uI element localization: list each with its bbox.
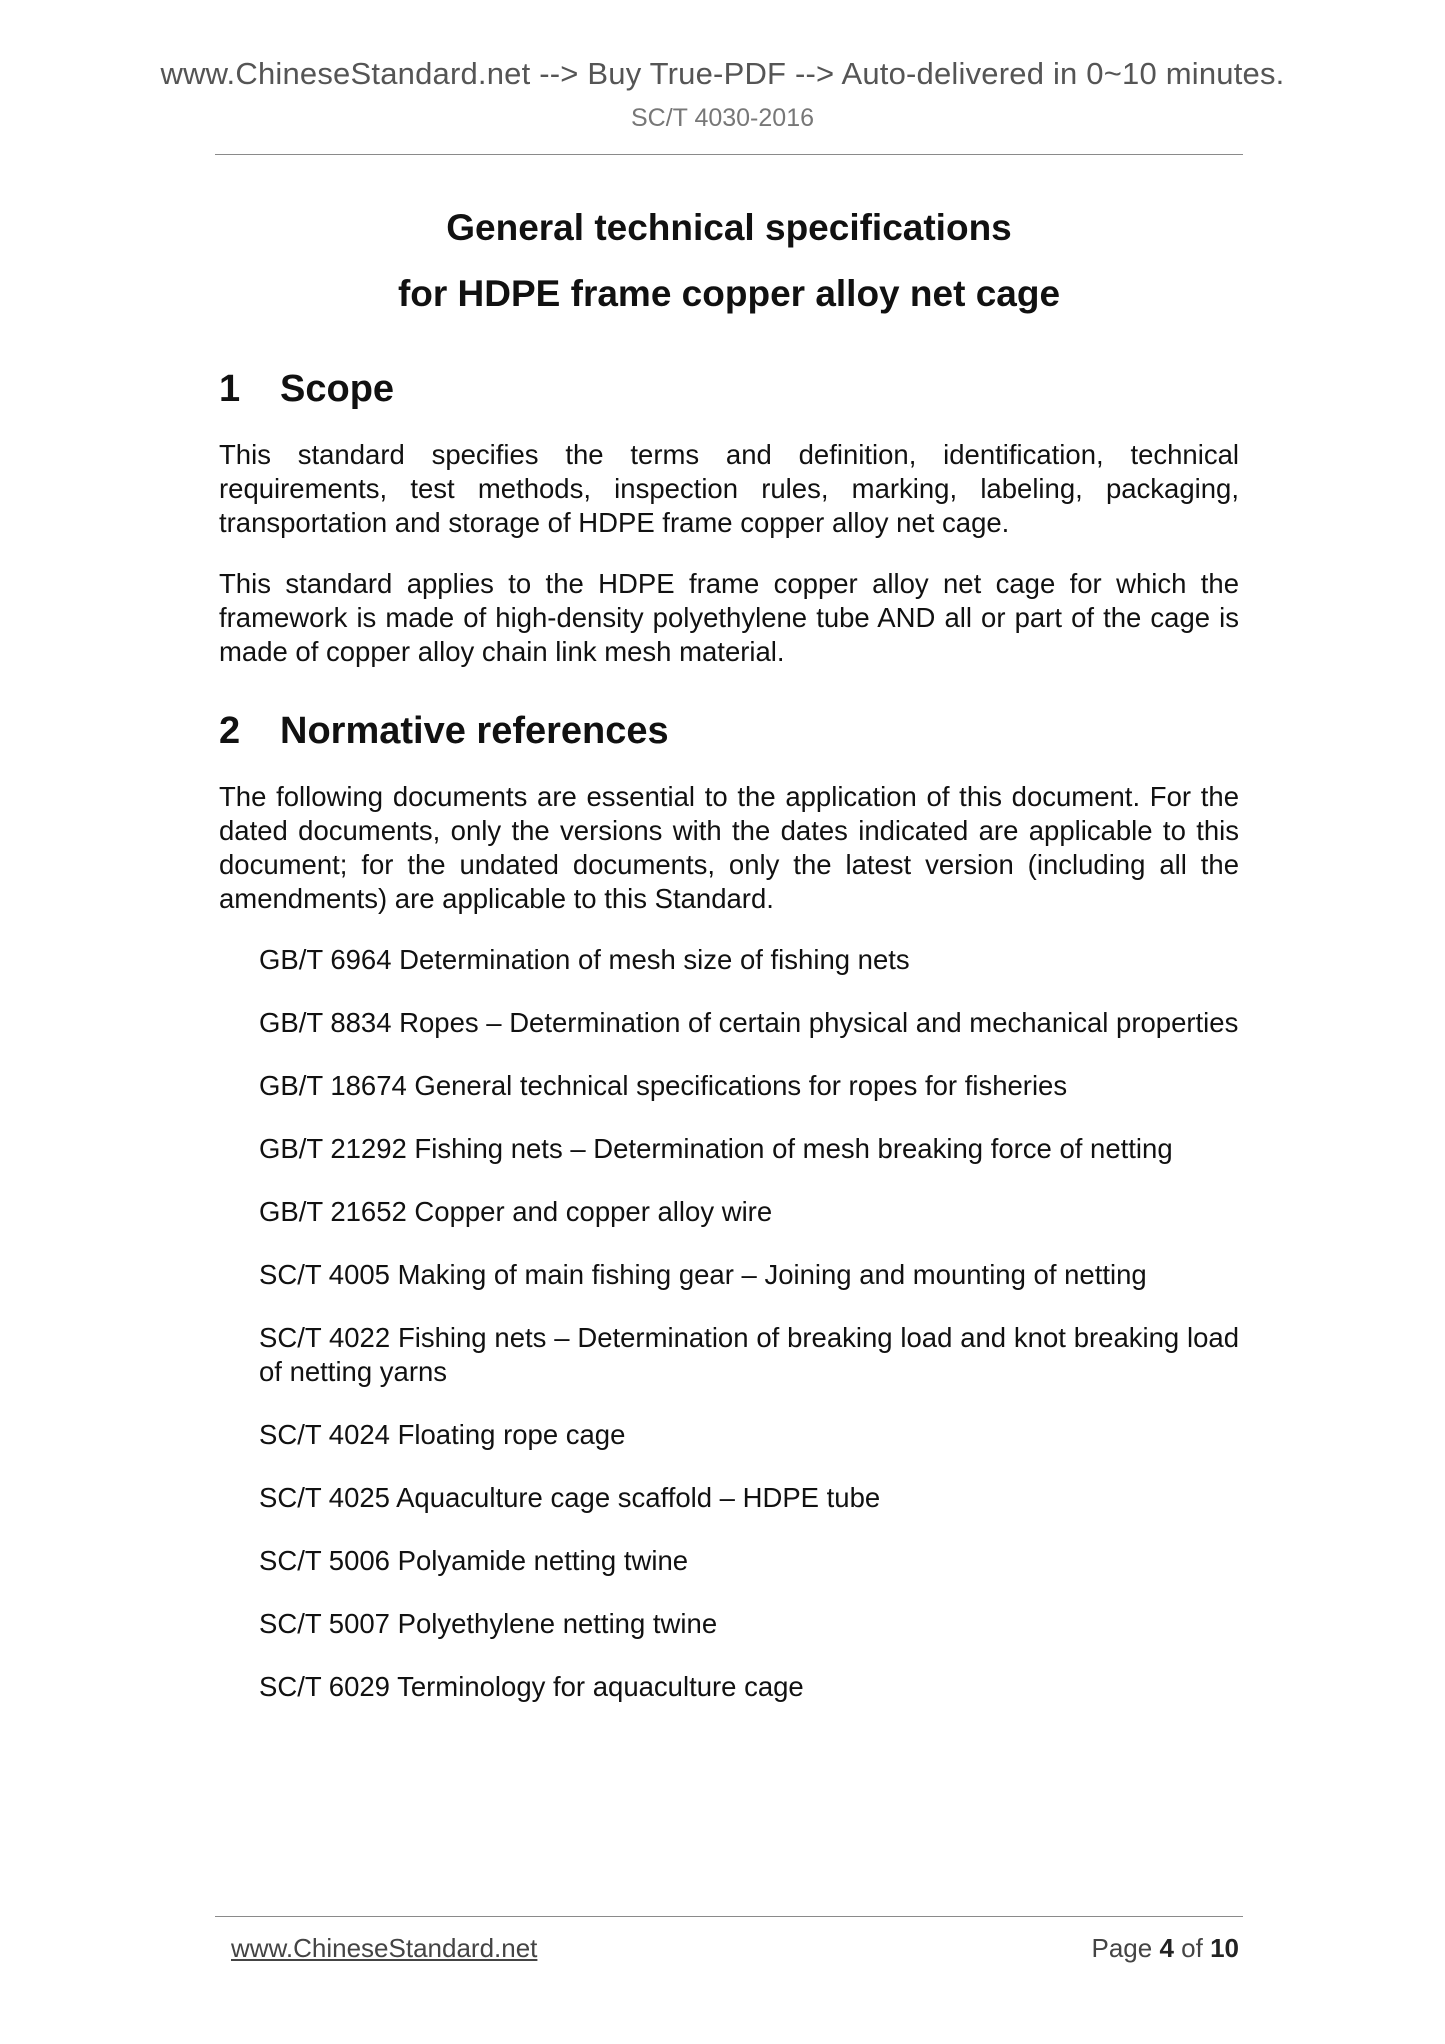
reference-item: GB/T 21652 Copper and copper alloy wire: [259, 1196, 773, 1227]
reference-item: SC/T 4022 Fishing nets – Determination of breaking load and knot breaking load of netting yarns: [259, 1322, 1239, 1387]
standard-code: SC/T 4030-2016: [631, 104, 814, 132]
scope-paragraph-1: This standard specifies the terms and definition, identification, technical requirements, test methods, inspection rules, marking, labeling, packaging, transportation and storage of HDPE frame copper alloy net cage.: [219, 439, 1239, 538]
footer-divider: [215, 1916, 1243, 1917]
reference-item: GB/T 8834 Ropes – Determination of certain physical and mechanical properties: [259, 1007, 1239, 1038]
reference-item: SC/T 4024 Floating rope cage: [259, 1419, 626, 1450]
scope-paragraph-2: This standard applies to the HDPE frame copper alloy net cage for which the framework is made of high-density polyethylene tube AND all or part of the cage is made of copper alloy chain link mesh material.: [219, 568, 1239, 667]
section-1-title: Scope: [280, 368, 395, 410]
section-1-number: 1: [219, 368, 241, 410]
section-2-title: Normative references: [280, 710, 669, 752]
document-title-line2: for HDPE frame copper alloy net cage: [397, 273, 1061, 314]
reference-item: GB/T 18674 General technical specifications for ropes for fisheries: [259, 1070, 1068, 1101]
page-indicator: [1091, 1933, 1239, 1964]
reference-item: SC/T 6029 Terminology for aquaculture cage: [259, 1671, 804, 1702]
header-divider: [215, 154, 1243, 155]
section-1-heading: [219, 368, 1239, 411]
reference-item: SC/T 5007 Polyethylene netting twine: [259, 1608, 718, 1639]
header-promo: www.ChineseStandard.net --> Buy True-PDF --> Auto-delivered in 0~10 minutes.: [160, 56, 1285, 91]
page-label: Page: [1091, 1933, 1153, 1963]
page-current: 4: [1159, 1933, 1174, 1963]
reference-item: GB/T 21292 Fishing nets – Determination of mesh breaking force of netting: [259, 1133, 1173, 1164]
page-content: [219, 195, 1239, 1704]
reference-item: SC/T 4025 Aquaculture cage scaffold – HDPE tube: [259, 1482, 881, 1513]
references-intro: The following documents are essential to the application of this document. For the dated documents, only the versions with the dates indicated are applicable to this document; for the undated documents, only the latest version (including all the amendments) are applicable to this Standard.: [219, 781, 1239, 914]
reference-item: GB/T 6964 Determination of mesh size of fishing nets: [259, 944, 910, 975]
section-2-number: 2: [219, 710, 241, 752]
page-of-label: of: [1181, 1933, 1203, 1963]
page-total: 10: [1210, 1933, 1239, 1963]
section-2-heading: [219, 710, 1239, 753]
reference-item: SC/T 4005 Making of main fishing gear – Joining and mounting of netting: [259, 1259, 1147, 1290]
reference-item: SC/T 5006 Polyamide netting twine: [259, 1545, 689, 1576]
footer-website-link[interactable]: www.ChineseStandard.net: [231, 1933, 538, 1963]
document-title-line1: General technical specifications: [446, 207, 1012, 248]
